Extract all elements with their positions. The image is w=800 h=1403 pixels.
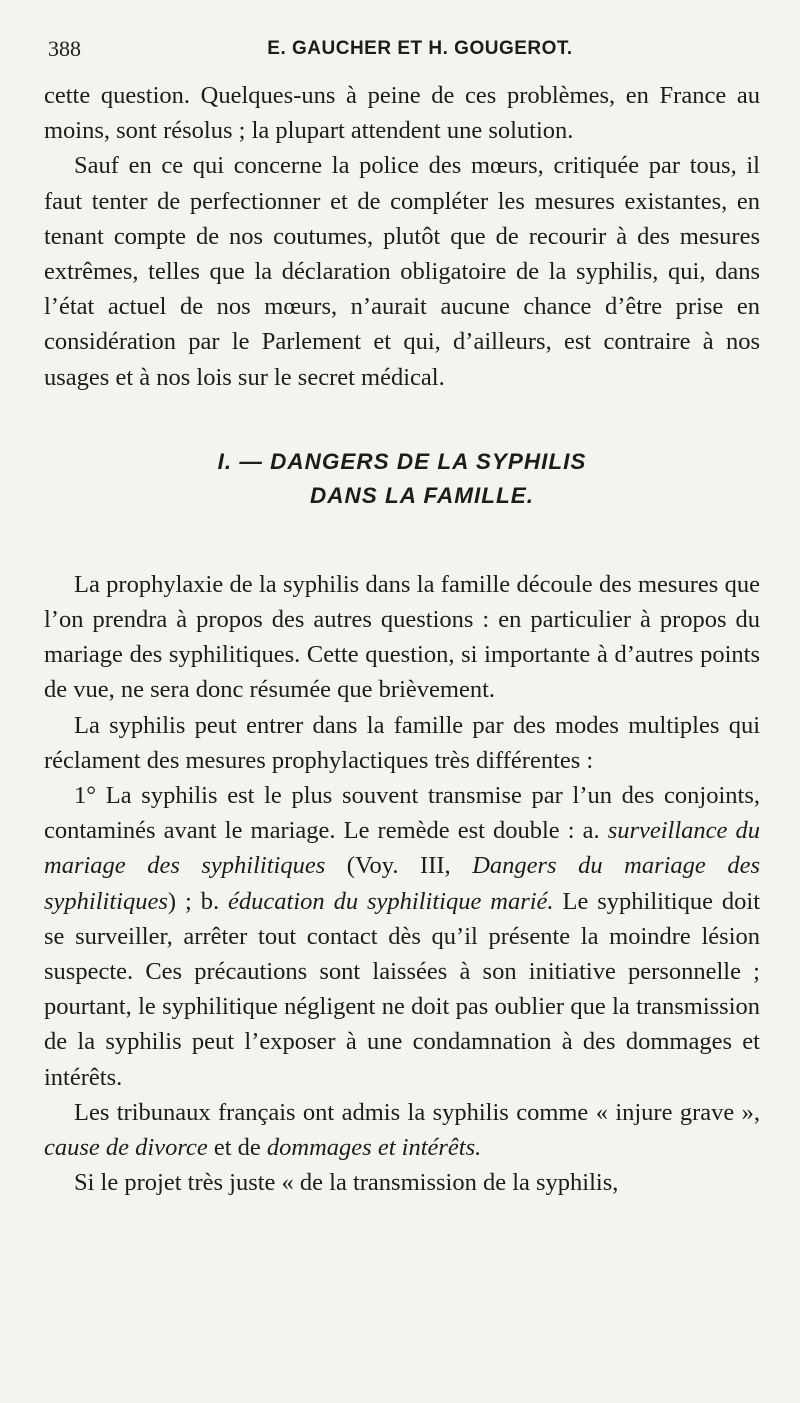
italic-run: cause de divorce (44, 1134, 208, 1162)
running-head: E. GAUCHER ET H. GOUGEROT. (267, 38, 573, 59)
paragraph-numbered (44, 778, 760, 1095)
paragraph: La prophylaxie de la syphilis dans la famille découle des mesures que l’on prendra à propos des autres questions : en particulier à propos du mariage des syphilitiques. Cette question, si importante à d’autres points de vue, ne sera donc résumée que brièvement. (44, 570, 760, 704)
text-run: Les tribunaux français ont admis la syphilis comme « injure grave », (74, 1098, 760, 1126)
page-header (48, 36, 752, 66)
paragraph-continued: cette question. Quelques-uns à peine de ces problèmes, en France au moins, sont résolus ; la plupart attendent une solution. (44, 82, 760, 145)
italic-run: Dangers du mariage des syphilitiques (44, 852, 760, 915)
text-run: ) ; b. (167, 887, 229, 915)
section-heading-line-1: I. — DANGERS DE LA SYPHILIS (217, 448, 587, 474)
italic-run: éducation du syphilitique marié. (228, 887, 554, 915)
page-number: 388 (48, 36, 81, 61)
paragraph-continues: Si le projet très juste « de la transmission de la syphilis, (74, 1169, 619, 1197)
text-run: (Voy. III, (325, 852, 473, 880)
paragraph: Sauf en ce qui concerne la police des mœurs, critiquée par tous, il faut tenter de perfectionner et de compléter les mesures existantes, en tenant compte de nos coutumes, plutôt que de recourir à des mesures extrêmes, telles que la déclaration obligatoire de la syphilis, qui, dans l’état actuel de nos mœurs, n’aurait aucune chance d’être prise en considération par le Parlement et qui, d’ailleurs, est contraire à nos usages et à nos lois sur le secret médical. (44, 152, 760, 391)
italic-run: dommages et intérêts. (266, 1134, 482, 1162)
paragraph (44, 1095, 760, 1165)
paragraph: La syphilis peut entrer dans la famille par des modes multiples qui réclament des mesures prophylactiques très différentes : (44, 711, 760, 774)
section-heading-line-2: DANS LA FAMILLE. (310, 482, 534, 508)
page-body (44, 78, 760, 1200)
section-heading (44, 445, 760, 513)
text-run: 1° La syphilis est le plus souvent transmise par l’un des conjoints, contaminés avant le mariage. Le remède est double : a. (44, 782, 760, 845)
italic-run: surveillance du mariage des syphilitiques (44, 817, 760, 880)
text-run: et de (207, 1134, 267, 1162)
text-run: Le syphilitique doit se surveiller, arrêter tout contact dès qu’il présente la moindre lésion suspecte. Ces précautions sont laissées à son initiative personnelle ; pourtant, le syphilitique négligent ne doit pas oublier que la transmission de la syphilis peut l’exposer à une condamnation à des dommages et intérêts. (44, 887, 761, 1091)
